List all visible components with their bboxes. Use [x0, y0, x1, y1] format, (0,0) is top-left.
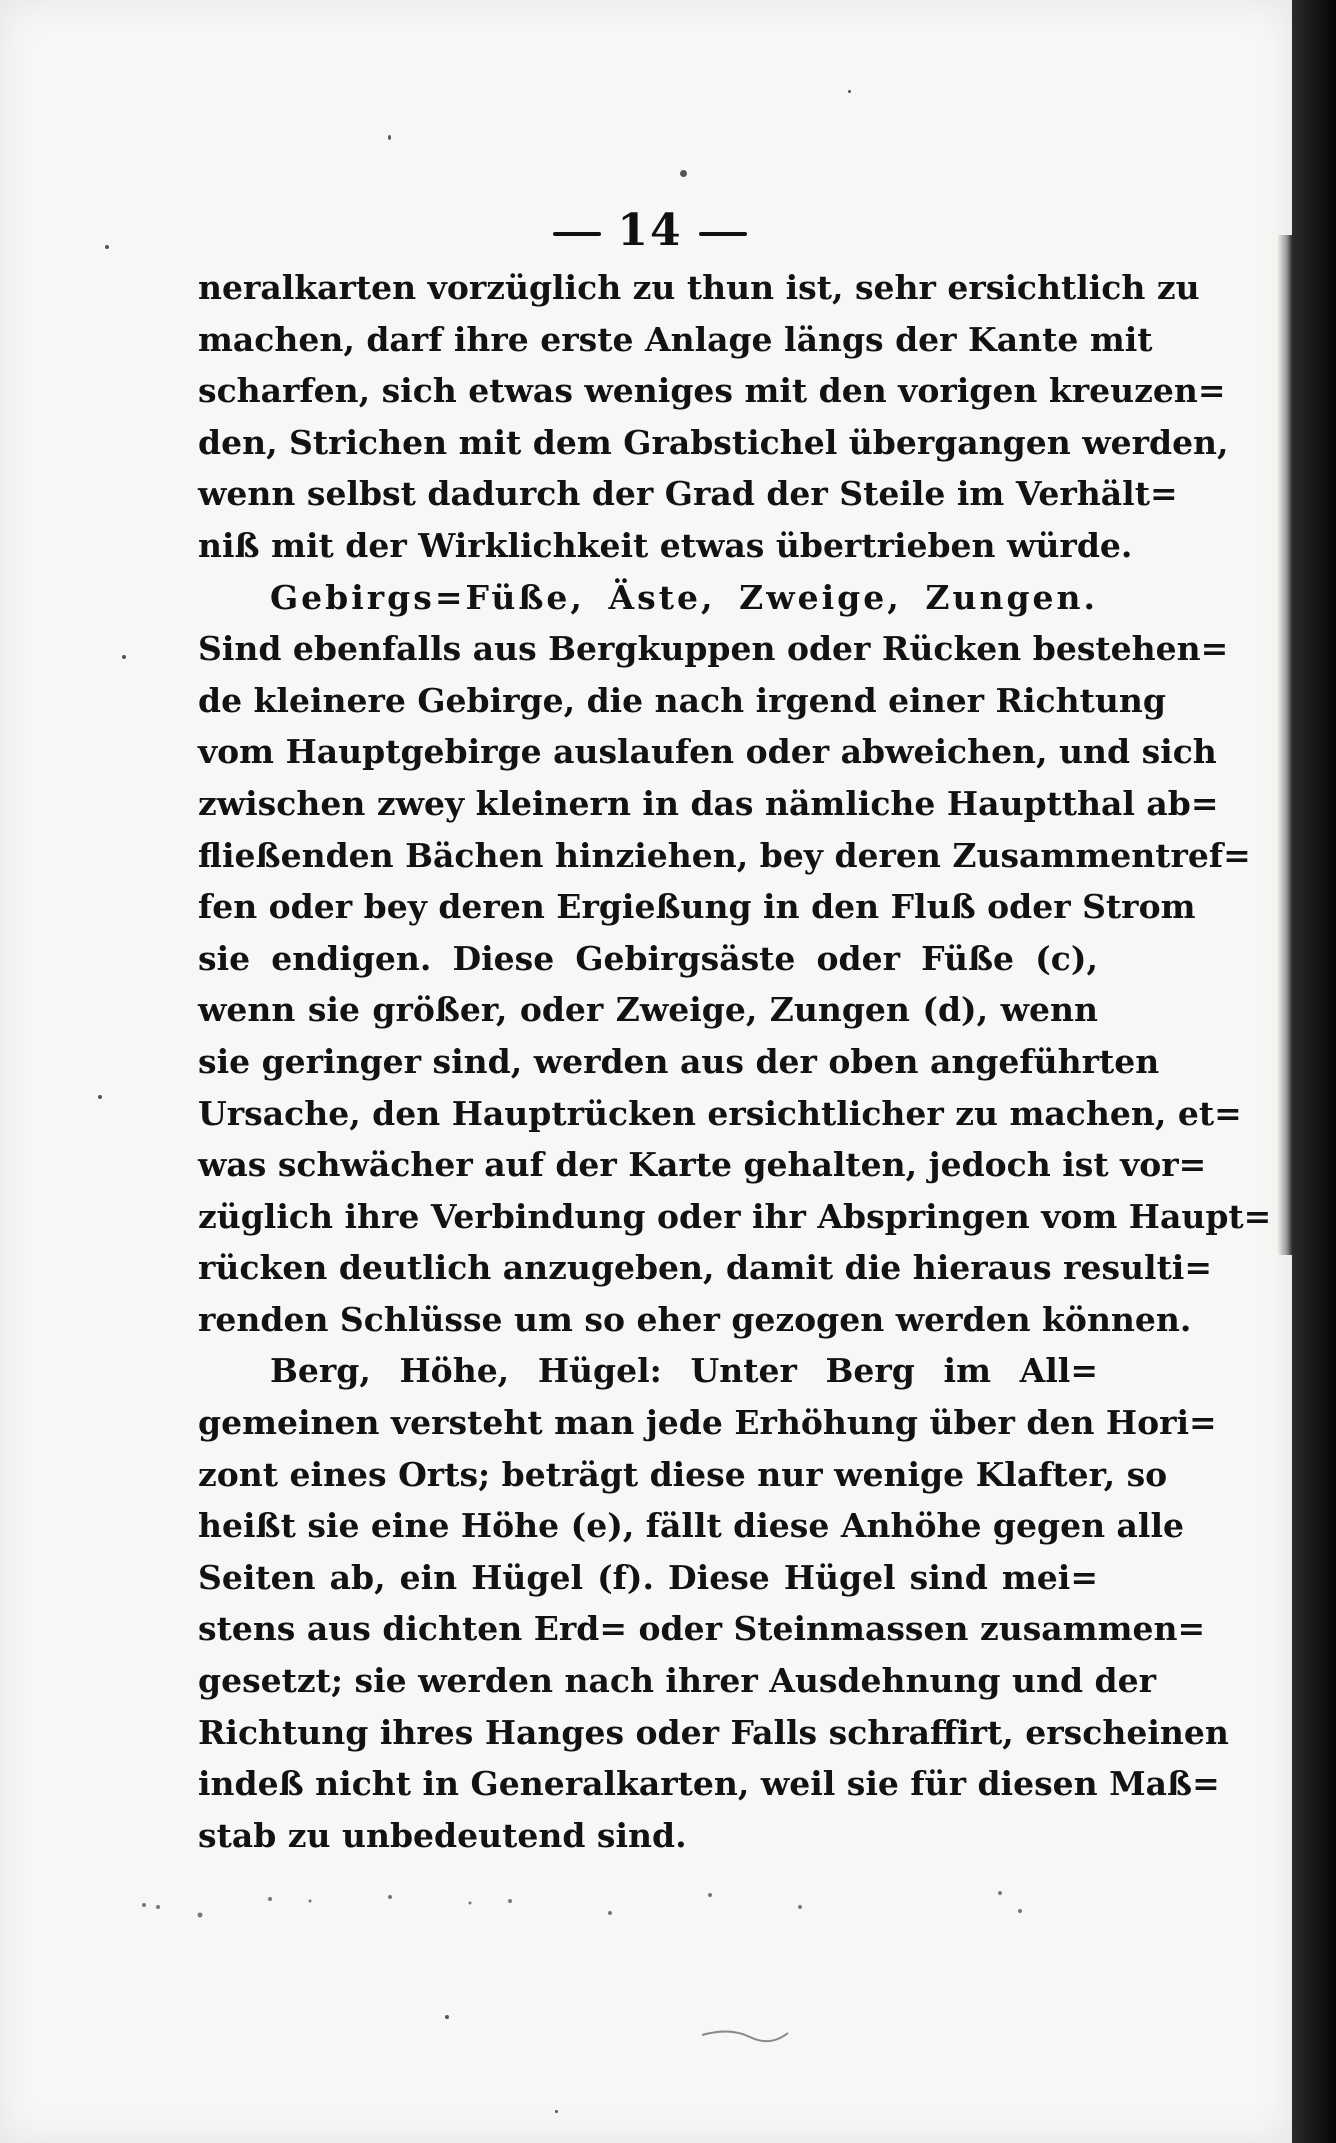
section-heading-gebirgsfuesse: Gebirgs=Füße, Äste, Zweige, Zungen.	[270, 577, 1098, 617]
scan-speck	[122, 655, 126, 659]
text-line: wenn selbst dadurch der Grad der Steile im Verhält=	[198, 474, 1178, 514]
text-line: scharfen, sich etwas weniges mit den vorigen kreuzen=	[198, 371, 1226, 411]
text-line: sie geringer sind, werden aus der oben angeführten	[198, 1041, 1160, 1081]
text-line: zwischen zwey kleinern in das nämliche Hauptthal ab=	[198, 783, 1219, 823]
scan-speck	[445, 2015, 449, 2019]
text-line: zont eines Orts; beträgt diese nur wenige Klafter, so	[198, 1454, 1168, 1494]
text-line: züglich ihre Verbindung oder ihr Abspringen vom Haupt=	[198, 1196, 1272, 1236]
scan-speck	[105, 245, 109, 249]
binding-shadow	[1292, 0, 1336, 2143]
text-line: Richtung ihres Hanges oder Falls schraffirt, erscheinen	[198, 1712, 1229, 1752]
text-line: Ursache, den Hauptrücken ersichtlicher zu machen, et=	[198, 1093, 1242, 1133]
scan-speck	[848, 90, 851, 93]
text-line: Sind ebenfalls aus Bergkuppen oder Rücken bestehen=	[198, 629, 1229, 669]
body-text	[198, 262, 1272, 1861]
text-line: fen oder bey deren Ergießung in den Fluß oder Strom	[198, 887, 1196, 927]
text-line: sie endigen. Diese Gebirgsäste oder Füße (c),	[198, 938, 1098, 978]
text-line: machen, darf ihre erste Anlage längs der Kante mit	[198, 319, 1153, 359]
footer-scan-noise	[140, 1885, 1060, 1925]
scan-speck	[555, 2110, 558, 2113]
text-line: renden Schlüsse um so eher gezogen werden können.	[198, 1299, 1192, 1339]
header-ornament-right	[699, 232, 747, 236]
text-line: niß mit der Wirklichkeit etwas übertrieben würde.	[198, 525, 1133, 565]
text-line: gesetzt; sie werden nach ihrer Ausdehnung und der	[198, 1661, 1156, 1701]
text-line: de kleinere Gebirge, die nach irgend einer Richtung	[198, 680, 1166, 720]
text-line: wenn sie größer, oder Zweige, Zungen (d), wenn	[198, 990, 1098, 1030]
text-line: neralkarten vorzüglich zu thun ist, sehr ersichtlich zu	[198, 268, 1200, 307]
section-heading-berg: Berg, Höhe, Hügel: Unter Berg im All=	[270, 1351, 1098, 1391]
text-line: heißt sie eine Höhe (e), fällt diese Anhöhe gegen alle	[198, 1506, 1185, 1546]
page-header	[0, 205, 1300, 256]
text-line: was schwächer auf der Karte gehalten, jedoch ist vor=	[198, 1145, 1207, 1185]
text-line: vom Hauptgebirge auslaufen oder abweichen, und sich	[198, 732, 1217, 772]
footer-scan-stroke	[700, 2025, 790, 2045]
scan-speck	[388, 135, 391, 140]
text-line: Seiten ab, ein Hügel (f). Diese Hügel sind mei=	[198, 1557, 1098, 1597]
text-line: stens aus dichten Erd= oder Steinmassen zusammen=	[198, 1609, 1206, 1649]
scan-speck	[98, 1095, 102, 1099]
text-line: fließenden Bächen hinziehen, bey deren Zusammentref=	[198, 835, 1251, 875]
scan-speck	[680, 170, 687, 177]
text-line: gemeinen versteht man jede Erhöhung über den Hori=	[198, 1403, 1217, 1443]
header-ornament-left	[553, 232, 601, 236]
page-number: 14	[617, 205, 683, 256]
text-line: indeß nicht in Generalkarten, weil sie für diesen Maß=	[198, 1764, 1220, 1804]
text-line: stab zu unbedeutend sind.	[198, 1815, 687, 1855]
text-line: rücken deutlich anzugeben, damit die hieraus resulti=	[198, 1248, 1212, 1288]
page-edge	[1278, 235, 1292, 1255]
text-line: den, Strichen mit dem Grabstichel übergangen werden,	[198, 422, 1229, 462]
